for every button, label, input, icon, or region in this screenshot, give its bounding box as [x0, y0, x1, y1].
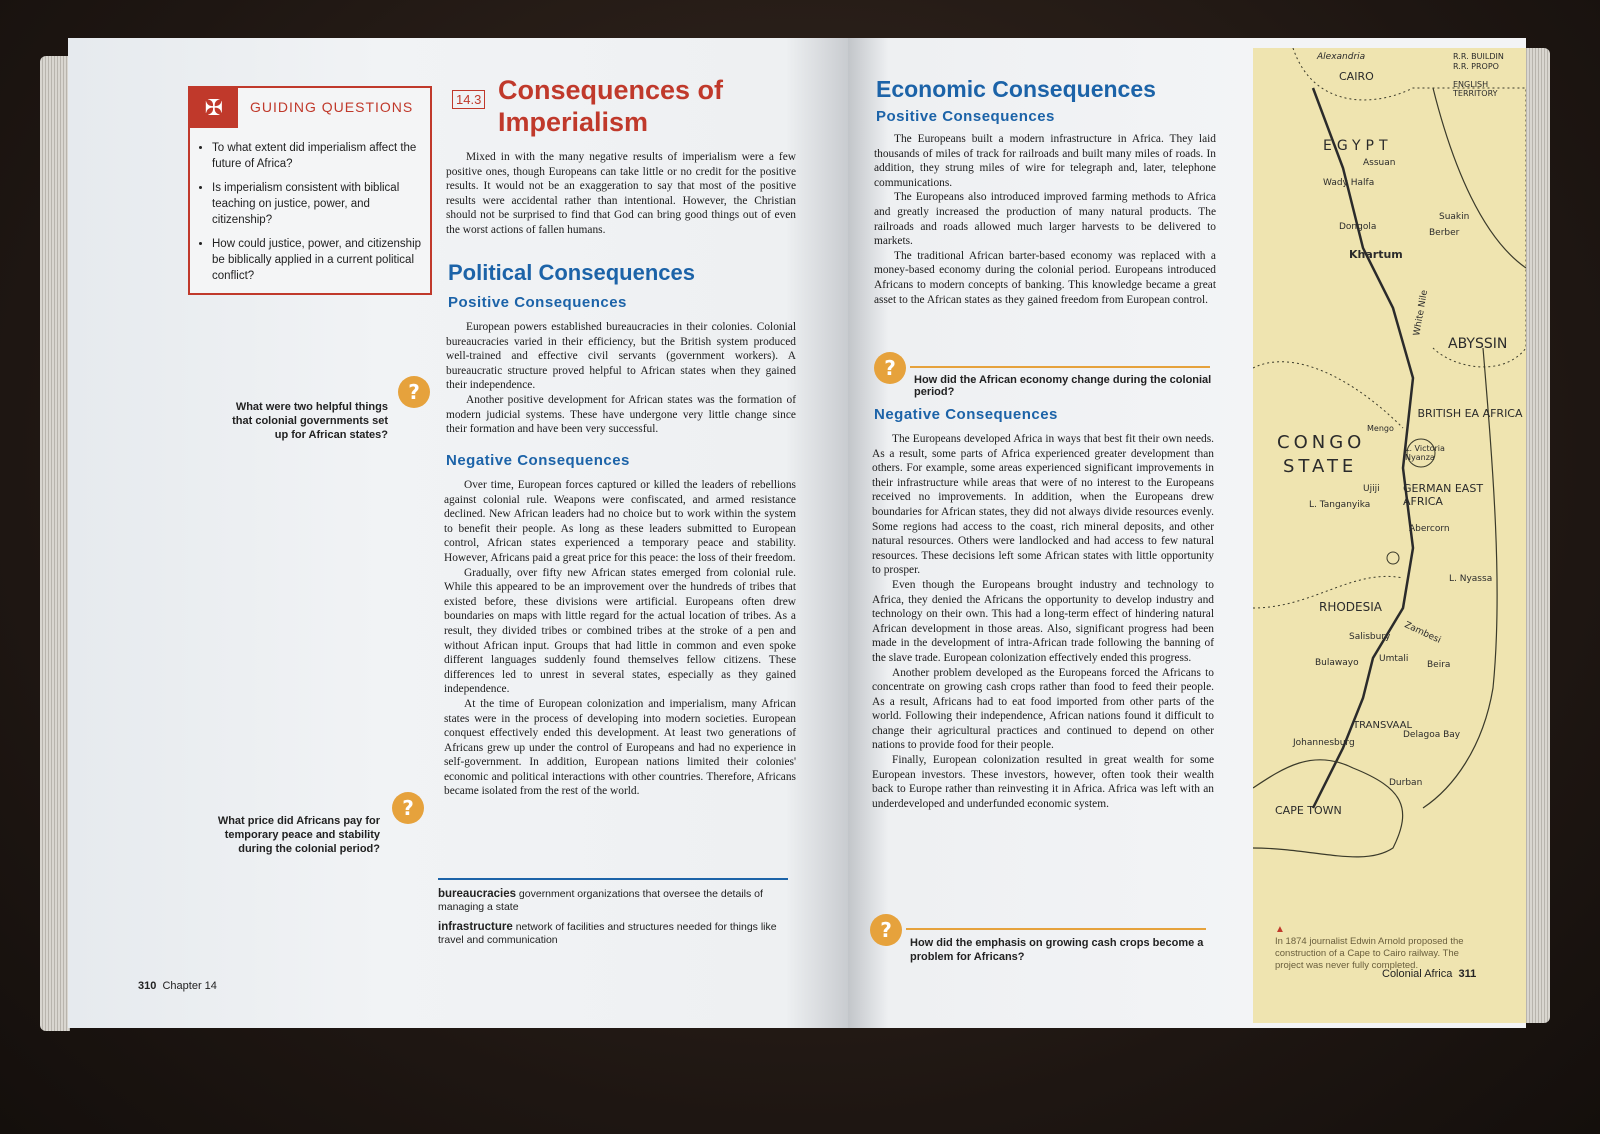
map-legend-label: R.R. PROPO [1453, 62, 1499, 71]
guiding-questions-header [190, 88, 430, 128]
caption-text: In 1874 journalist Edwin Arnold proposed the construction of a Cape to Cairo railway. The project was never fully completed. [1275, 936, 1464, 971]
cape-to-cairo-map [1253, 48, 1526, 1023]
negative-heading-left: Negative Consequences [446, 452, 630, 469]
left-page [68, 38, 848, 1028]
glossary-term: bureaucracies [438, 888, 516, 900]
guiding-questions-title: GUIDING QUESTIONS [250, 99, 414, 115]
question-bubble-icon: ? [392, 792, 424, 824]
guiding-questions-box [188, 86, 432, 295]
paragraph: The Europeans also introduced improved farming methods to Africa and greatly increased the production of many natural products. The railroads and roads allowed much larger harvests to be delivered to markets. [874, 191, 1216, 248]
page-number: 310 [138, 980, 157, 992]
paragraph: Gradually, over fifty new African states emerged from colonial rule. While this appeared to be an improvement over the hundreds of tribes that existed before, these divisions were artificial. Europeans often drew boundaries on maps with little regard for the actual location of tribes. As a result, they divided tribes or combined tribes at the stroke of a pen and without African input. Groups that had little in common and even spoke different languages suddenly found themselves fellow citizens. These differences led to unrest in several states, especially as they gained independence. [444, 566, 796, 696]
map-label: Umtali [1379, 654, 1409, 664]
guiding-question: • How could justice, power, and citizenship be biblically applied in a current political conflict? [212, 236, 424, 284]
map-label: Delagoa Bay [1403, 730, 1461, 740]
map-label: Alexandria [1317, 52, 1366, 62]
question-bubble-icon: ? [874, 352, 906, 384]
map-label: Johannesburg [1293, 738, 1355, 748]
positive-heading-left: Positive Consequences [448, 294, 627, 311]
glossary-entry [438, 888, 788, 914]
map-label: CAIRO [1339, 70, 1374, 83]
paragraph: The Europeans built a modern infrastructure in Africa. They laid thousands of miles of track for railroads and built many miles of roads. In addition, they strung miles of wire for telegraph and, later, telephone communications. [874, 133, 1216, 189]
map-label: Suakin [1439, 212, 1470, 222]
glossary-term: infrastructure [438, 921, 513, 933]
paragraph: Another positive development for African states was the formation of modern judicial systems. These have undergone very little change since their formation and have been very successful. [446, 393, 796, 436]
negative-heading-right: Negative Consequences [874, 406, 1058, 423]
intro-text: Mixed in with the many negative results of imperialism were a few positive ones, though Europeans can take little or no credit for the positive results. It would not be an exaggeration to say that most of the positive results were accidental rather than intentional. However, the Christian should not be surprised to find that God can bring good things out of even the worst actions of fallen humans. [446, 151, 796, 236]
paragraph: Another problem developed as the Europeans forced the Africans to concentrate on growing cash crops rather than food to feed their people. As a result, Africans had to eat food imported from other parts of the world. Following their independence, African nations found it difficult to change their agricultural practices and continued to depend on other nations to provide food for their people. [872, 666, 1214, 752]
map-label: L. Victoria Nyanza [1405, 444, 1445, 462]
map-label: BRITISH EA AFRICA [1417, 407, 1523, 420]
page-title: Consequences of Imperialism [498, 75, 724, 137]
margin-question-1: What were two helpful things that colonial governments set up for African states? [232, 401, 388, 441]
map-label: Dongola [1339, 222, 1377, 232]
question-rule [910, 366, 1210, 368]
margin-question-2: What price did Africans pay for temporary peace and stability during the colonial period? [217, 815, 380, 855]
negative-paragraphs-left [444, 478, 796, 799]
paragraph: Over time, European forces captured or killed the leaders of rebellions against colonial rule. Weapons were confiscated, and armed resistance declined. New African leaders had no choice but to work within the system to benefit their people. As long as these leaders submitted to European control, African states experienced a temporary peace and stability. However, Africans paid a great price for this peace: the loss of their freedom. [444, 479, 796, 564]
map-label: Bulawayo [1315, 658, 1359, 668]
positive-paragraphs-left [446, 320, 796, 437]
caption-marker: ▲ [1275, 924, 1285, 935]
guiding-questions-list [198, 140, 424, 292]
map-label: EGYPT [1323, 138, 1393, 154]
paragraph: The Europeans developed Africa in ways that best fit their own needs. As a result, some parts of Africa experienced greater development than others. For example, some areas experienced significant improvements in their infrastructure while areas that were of no interest to the Europeans received no improvements. In addition, when the Europeans drew boundaries for African states, they did not always divide resources evenly. Some regions had access to the coast, rich mineral deposits, and other natural resources. Others were landlocked and had access to few natural resources. These decisions left some African states with little opportunity to prosper. [872, 433, 1214, 577]
map-label: White Nile [1412, 289, 1431, 337]
map-label: STATE [1283, 456, 1358, 477]
map-drawing [1253, 48, 1526, 1023]
intro-paragraph [446, 150, 796, 238]
paragraph: European powers established bureaucracies in their colonies. Colonial bureaucracies varied in their efficiency, but the British system produced well-trained and effective civil servants (government workers). A bureaucratic structure proved helpful to African states when they gained their independence. [446, 321, 796, 392]
map-label: Khartum [1349, 248, 1403, 261]
paragraph: Finally, European colonization resulted in great wealth for some European investors. These investors, however, often took their wealth back to Europe rather than reinvesting it in Africa. Africa was left with an underdeveloped and underfunded economic system. [872, 754, 1214, 810]
margin-question-4: How did the emphasis on growing cash crops become a problem for Africans? [910, 937, 1204, 963]
map-label: Wady Halfa [1323, 178, 1375, 188]
positive-paragraphs-right [874, 132, 1216, 307]
page-folio-right [1382, 968, 1476, 980]
page-number: 311 [1458, 968, 1477, 980]
chapter-label: Colonial Africa [1382, 968, 1453, 980]
map-label: CAPE TOWN [1275, 804, 1342, 817]
map-label: Salisbury [1349, 632, 1391, 642]
paragraph: The traditional African barter-based economy was replaced with a money-based economy during the colonial period. Europeans introduced Africans to modern concepts of banking. This knowledge became a great asset to the African states as they gained freedom from European control. [874, 249, 1216, 306]
map-label: GERMAN EAST AFRICA [1403, 482, 1484, 508]
margin-question-3: How did the African economy change during the colonial period? [914, 374, 1212, 398]
section-number: 14.3 [452, 90, 485, 109]
map-label: TRANSVAAL [1353, 720, 1413, 731]
guiding-question: • To what extent did imperialism affect the future of Africa? [212, 140, 424, 172]
map-label: Zambesi [1402, 620, 1443, 646]
map-label: Durban [1389, 778, 1423, 788]
glossary-definition: government organizations that oversee the details of managing a state [438, 888, 763, 913]
map-label: CONGO [1277, 432, 1366, 453]
question-bubble-icon: ? [398, 376, 430, 408]
map-label: Berber [1429, 228, 1460, 238]
right-page-edges [1524, 48, 1550, 1023]
question-bubble-icon: ? [870, 914, 902, 946]
page-folio-left [138, 980, 217, 992]
negative-paragraphs-right [872, 432, 1214, 811]
cross-compass-icon: ✠ [190, 88, 238, 128]
map-label: L. Nyassa [1449, 574, 1493, 584]
guiding-question: • Is imperialism consistent with biblical teaching on justice, power, and citizenship? [212, 180, 424, 228]
question-rule [906, 928, 1206, 930]
map-label: Ujiji [1363, 484, 1380, 494]
paragraph: At the time of European colonization and imperialism, many African states were in the process of developing into modern societies. European conquest effectively ended this development. At least two generations of Africans grew up under the control of Europeans and had no experience in self-government. In addition, European nations limited their colonies' economic and political interactions with other countries. Therefore, Africans became isolated from the rest of the world. [444, 697, 796, 798]
map-label: L. Tanganyika [1309, 500, 1371, 510]
map-label: RHODESIA [1319, 600, 1382, 614]
economic-heading: Economic Consequences [876, 76, 1156, 102]
map-label: ABYSSIN [1448, 336, 1508, 352]
paragraph: Even though the Europeans brought industry and technology to Africa, they denied the Africans the opportunity to develop industry and technology on their own. This had a long-term effect of hindering natural African development in those areas. Also, significant progress had been made in the development of intra-African trade following the banning of the slave trade. European colonization effectively ended this progress. [872, 578, 1214, 664]
map-caption [1275, 924, 1475, 972]
glossary-rule [438, 878, 788, 880]
map-label: Mengo [1367, 424, 1394, 433]
map-label: Assuan [1363, 158, 1396, 168]
glossary-definition: network of facilities and structures needed for things like travel and communication [438, 921, 777, 946]
glossary-entry [438, 921, 788, 947]
left-page-edges [40, 56, 70, 1031]
map-label: Beira [1427, 660, 1451, 670]
positive-heading-right: Positive Consequences [876, 108, 1055, 125]
chapter-label: Chapter 14 [162, 980, 217, 992]
map-label: Abercorn [1409, 524, 1450, 534]
map-legend-label: ENGLISH TERRITORY [1453, 80, 1498, 98]
open-textbook [40, 38, 1550, 1038]
map-legend-label: R.R. BUILDIN [1453, 52, 1504, 61]
political-heading: Political Consequences [448, 260, 695, 285]
